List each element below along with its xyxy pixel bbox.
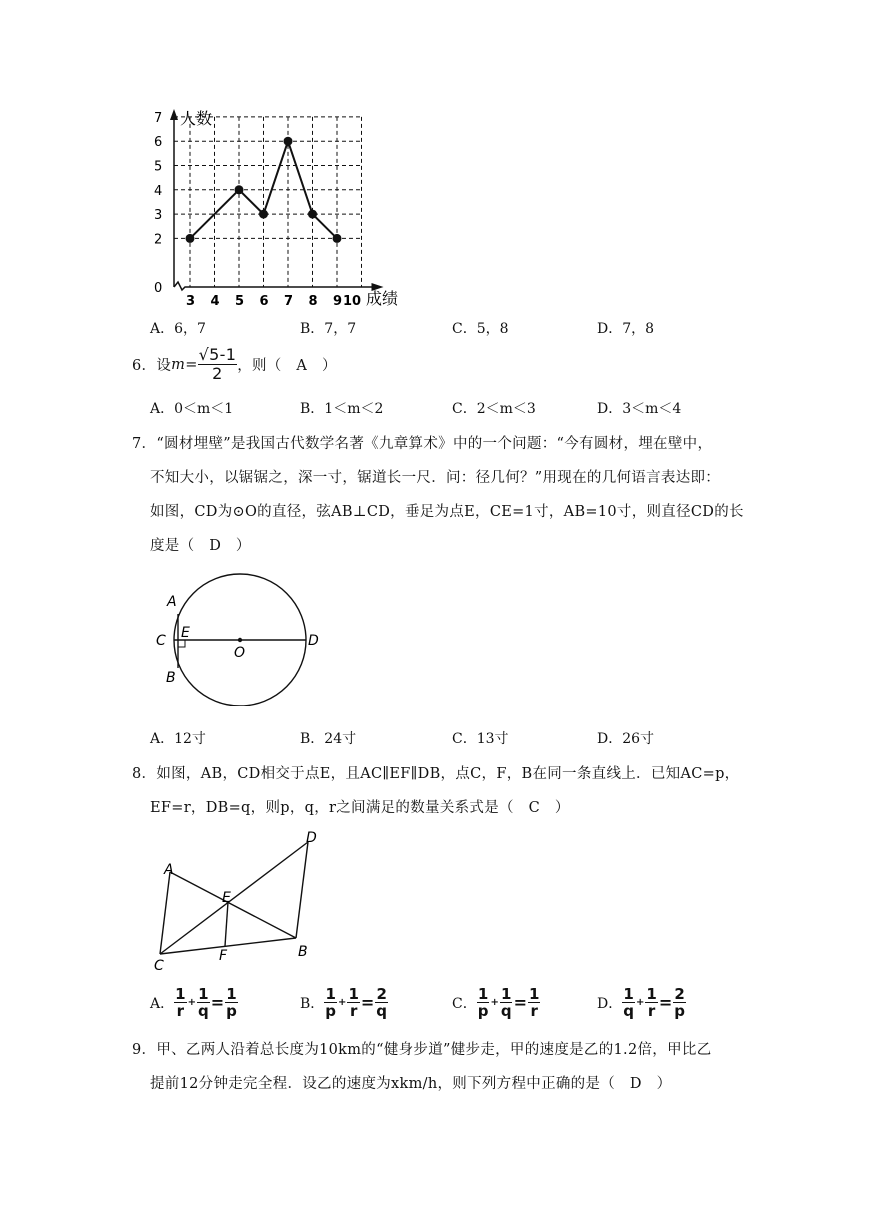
q5-option-d: D．7，8 — [597, 321, 655, 337]
label-d: D — [308, 633, 319, 649]
q6-var: m — [171, 356, 186, 373]
q8-option-d — [597, 986, 686, 1019]
q7-line-3: 如图，CD为⊙O的直径，弦AB⊥CD，垂足为点E，CE=1寸，AB=10寸，则直径CD的长 — [150, 504, 744, 520]
y-tick-label: 2 — [154, 232, 163, 248]
q6-option-d: D．3＜m＜4 — [597, 401, 682, 417]
x-axis — [174, 282, 374, 290]
q7-option-b: B．24寸 — [300, 731, 357, 747]
right-angle-mark — [178, 640, 185, 647]
data-point — [308, 210, 317, 219]
q7-option-d: D．26寸 — [597, 731, 655, 747]
q6-option-a: A．0＜m＜1 — [150, 401, 234, 417]
equals-sign: = — [210, 993, 225, 1012]
q5-option-a: A．6，7 — [150, 321, 206, 337]
q6-denominator: 2 — [212, 364, 223, 383]
q6-fraction — [198, 346, 238, 383]
q7-option-a: A．12寸 — [150, 731, 206, 747]
q6-prefix: 6．设 — [132, 358, 172, 374]
q7-line-4: 度是（ D ） — [150, 538, 251, 554]
data-point — [333, 234, 342, 243]
plus-sign: + — [187, 997, 196, 1008]
fraction: $\frac{2}{p}$ — [674, 985, 685, 1020]
q8-option-a — [150, 986, 238, 1019]
segment-ca — [160, 872, 170, 954]
y-tick-label: 6 — [154, 135, 163, 151]
segment-ef — [225, 902, 228, 946]
q6-eq: = — [185, 356, 198, 373]
chart-y-axis-label: 人数 — [180, 109, 213, 128]
fraction: $\frac{1}{q}$ — [623, 985, 634, 1020]
x-tick-label: 9 — [333, 294, 343, 309]
q7-line-1: 7．“圆材埋壁”是我国古代数学名著《九章算术》中的一个问题：“今有圆材，埋在壁中， — [132, 436, 713, 452]
label-c: C — [156, 633, 166, 649]
chart-axes — [170, 109, 384, 291]
fraction: $\frac{1}{r}$ — [348, 985, 359, 1020]
fraction: $\frac{1}{r}$ — [529, 985, 540, 1020]
chart-x-axis-label: 成绩 — [366, 289, 399, 308]
fraction: $\frac{1}{r}$ — [175, 985, 186, 1020]
fraction: $\frac{1}{r}$ — [646, 985, 657, 1020]
x-tick-label: 8 — [308, 294, 318, 309]
label-f: F — [219, 948, 228, 964]
plus-sign: + — [490, 997, 499, 1008]
x-tick-label: 3 — [186, 294, 196, 309]
y-tick-label: 4 — [154, 183, 163, 199]
center-point — [238, 638, 242, 642]
data-point — [284, 137, 293, 146]
x-tick-label: 10 — [343, 294, 362, 309]
option-letter: C． — [452, 995, 477, 1012]
q7-option-c: C．13寸 — [452, 731, 509, 747]
equals-sign: = — [658, 993, 673, 1012]
y-tick-label: 5 — [154, 159, 163, 175]
q8-line-1: 8．如图，AB，CD相交于点E，且AC∥EF∥DB，点C，F，B在同一条直线上．已知AC=p， — [132, 766, 740, 782]
q7-line-2: 不知大小，以锯锯之，深一寸，锯道长一尺．问：径几何？”用现在的几何语言表达即： — [150, 470, 721, 486]
q8-line-2: EF=r，DB=q，则p，q，r之间满足的数量关系式是（ C ） — [150, 800, 570, 816]
label-b: B — [298, 944, 308, 960]
q7-circle-figure — [150, 566, 330, 706]
label-a: A — [164, 862, 174, 878]
y-tick-label: 7 — [154, 110, 163, 126]
fraction: $\frac{2}{q}$ — [376, 985, 388, 1020]
y-axis-arrow — [170, 109, 178, 120]
x-tick-label: 6 — [259, 294, 269, 309]
q8-option-c — [452, 986, 540, 1019]
q6-numerator: √5-1 — [198, 345, 237, 364]
segment-cd — [160, 842, 308, 954]
x-tick-label: 7 — [284, 294, 294, 309]
plus-sign: + — [338, 997, 347, 1008]
segment-db — [296, 842, 308, 938]
fraction: $\frac{1}{q}$ — [197, 985, 209, 1020]
q6-stem — [132, 346, 337, 383]
option-letter: D． — [597, 995, 623, 1012]
label-o: O — [234, 645, 246, 661]
q5-option-b: B．7，7 — [300, 321, 357, 337]
data-point — [259, 210, 268, 219]
plus-sign: + — [635, 997, 645, 1008]
q6-option-c: C．2＜m＜3 — [452, 401, 536, 417]
q9-line-2: 提前12分钟走完全程．设乙的速度为xkm/h，则下列方程中正确的是（ D ） — [150, 1076, 672, 1092]
x-tick-label: 4 — [210, 294, 220, 309]
label-b: B — [166, 670, 176, 686]
q8-option-b — [300, 986, 388, 1019]
fraction: $\frac{1}{p}$ — [226, 985, 237, 1020]
label-e: E — [181, 625, 190, 641]
fraction: $\frac{1}{q}$ — [500, 985, 512, 1020]
equals-sign: = — [513, 993, 528, 1012]
data-point — [186, 234, 195, 243]
data-point — [235, 185, 244, 194]
label-d: D — [306, 830, 317, 846]
equals-sign: = — [360, 993, 375, 1012]
y-tick-label: 3 — [154, 208, 163, 224]
segment-cb — [160, 938, 296, 954]
option-letter: A． — [150, 995, 175, 1012]
x-tick-label: 5 — [235, 294, 245, 309]
segment-ab — [170, 872, 296, 938]
q5-option-c: C．5，8 — [452, 321, 509, 337]
y-tick-label: 0 — [154, 281, 163, 296]
q5-line-chart — [140, 104, 410, 310]
fraction: $\frac{1}{p}$ — [325, 985, 337, 1020]
label-e: E — [222, 890, 231, 906]
q6-option-b: B．1＜m＜2 — [300, 401, 384, 417]
q6-suffix: ，则（ A ） — [237, 358, 337, 374]
q9-line-1: 9．甲、乙两人沿着总长度为10km的“健身步道”健步走，甲的速度是乙的1.2倍，甲比乙 — [132, 1042, 712, 1058]
label-a: A — [167, 594, 177, 610]
q8-geometry-figure — [148, 826, 328, 976]
label-c: C — [154, 958, 164, 974]
option-letter: B． — [300, 995, 325, 1012]
chart-tick-labels — [154, 111, 361, 309]
fraction: $\frac{1}{p}$ — [477, 985, 489, 1020]
